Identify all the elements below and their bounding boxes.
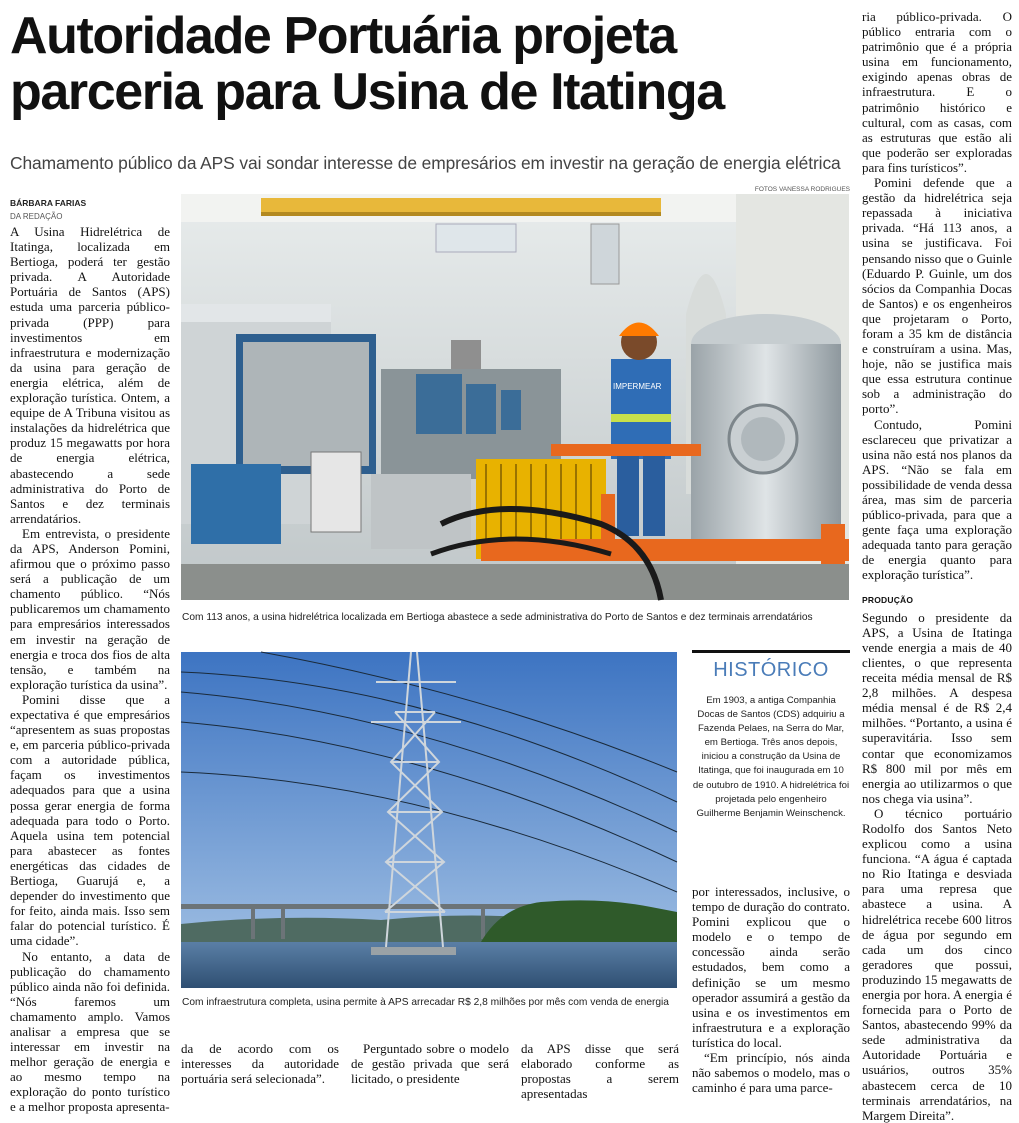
- paragraph: No entanto, a data de publicação do chamamento público ainda não foi definida. “Nós faremos um chamamento amplo. Vamos analisar a empresa que se interessar em investir na melhor geração de energia e ao mesmo tempo na exploração do ponto turístico e a melhor proposta apresenta-: [10, 948, 170, 1115]
- paragraph: por interessados, inclusive, o tempo de duração do contrato. Pomini explicou que o modelo e o tempo de concessão ainda serão estudados, bem como a definição se um mesmo operador assumirá a gestão da usina e os investimentos em infraestrutura e a exploração turística do local.: [692, 884, 850, 1050]
- photo-transmission-tower: [181, 652, 677, 988]
- article-column-left: [10, 224, 170, 1115]
- paragraph: Segundo o presidente da APS, a Usina de Itatinga vende energia a mais de 40 clientes, o que representa receita média mensal de R$ 2,8 milhões. A despesa média mensal é de R$ 2,4 milhões. “Portanto, a usina é superavitária. Isso sem contar que economizamos R$ 800 mil por mês em energia ao utilizarmos o que nos chega via usina”.: [862, 609, 1012, 806]
- headline: [10, 8, 850, 120]
- paragraph: Perguntado sobre o modelo de gestão privada que será licitado, o presidente: [351, 1041, 509, 1087]
- paragraph: A Usina Hidrelétrica de Itatinga, localizada em Bertioga, poderá ter gestão privada. A Autoridade Portuária de Santos (APS) estuda uma parceria público-privada (PPP) para investimentos em infraestrutura e modernização da usina para geração de energia elétrica, além de exploração turística. Ontem, a equipe de A Tribuna visitou as instalações da hidrelétrica que produz 15 megawatts por hora de energia elétrica, abastecendo a sede administrativa do Porto de Santos e dez terminais arrendatários.: [10, 224, 170, 526]
- paragraph: O técnico portuário Rodolfo dos Santos Neto explicou como a usina funciona. “A água é captada no Rio Itatinga e desviada para uma represa que abastece a usina. A hidrelétrica recebe 600 litros de água por segundo em cada um dos cinco geradores que possui, produzindo 15 megawatts de energia por hora. A energia é fornecida para o Porto de Santos, abastecendo 99% da sede administrativa da Autoridade Portuária e usuários, outros 35% abastecem cerca de 10 terminais arrendatários, na Margem Direita”.: [862, 805, 1012, 1123]
- paragraph: “Em princípio, nós ainda não sabemos o modelo, mas o caminho é para uma parce-: [692, 1050, 850, 1096]
- paragraph: Pomini disse que a expectativa é que empresários “apresentem as suas propostas e, em parceria público-privada com a autoridade pública, façam os investimentos adequados para que a usina possa gerar energia de forma adequada para todo o Porto. Aquela usina tem potencial para abastecer as fontes energéticas das cidades de Bertioga, Guarujá e, a depender do investimento que for feito, ainda mais. Isso sem falar do potencial turístico. É uma cidade”.: [10, 691, 170, 949]
- article-column-bottom-3: [521, 1041, 679, 1102]
- worker-uniform-label: IMPERMEAR: [613, 382, 662, 391]
- photo-hydroelectric-plant: [181, 194, 849, 600]
- paragraph: da APS disse que será elaborado conforme as propostas a serem apresentadas: [521, 1041, 679, 1102]
- photo-caption-1: Com 113 anos, a usina hidrelétrica localizada em Bertioga abastece a sede administrativa do Porto de Santos e dez terminais arrendatários: [182, 612, 813, 623]
- section-label-producao: PRODUÇÃO: [862, 594, 914, 605]
- headline-line-1: Autoridade Portuária projeta: [10, 7, 676, 65]
- paragraph: Contudo, Pomini esclareceu que privatizar a usina não está nos planos da APS. “Não se fala em possibilidade de venda dessa área, mas sim de parceria público-privada, para que a gente faça uma exploração adequada tanto para geração de energia quanto para exploração turística”.: [862, 416, 1012, 583]
- subheadline: Chamamento público da APS vai sondar interesse de empresários em investir na geração de energia elétrica: [10, 153, 841, 173]
- article-column-right: [862, 9, 1012, 1123]
- sidebar-title: HISTÓRICO: [713, 659, 829, 681]
- paragraph: Em entrevista, o presidente da APS, Anderson Pomini, afirmou que o próximo passo será a publicação de um chamento público. “Nós publicaremos um chamamento para empresários interessados em investir na geração de energia e troca dos fios de alta tensão, e também na exploração turística da usina”.: [10, 525, 170, 692]
- paragraph: da de acordo com os interesses da autoridade portuária será selecionada”.: [181, 1041, 339, 1087]
- photo-caption-2: Com infraestrutura completa, usina permite à APS arrecadar R$ 2,8 milhões por mês com venda de energia: [182, 997, 669, 1008]
- article-column-bottom-2: [351, 1041, 509, 1089]
- paragraph: Pomini defende que a gestão da hidrelétrica seja repassada à iniciativa privada. “Há 113 anos, a usina se justificava. Foi pensando nisso que o Guinle (Eduardo P. Guinle, um dos sócios da Companhia Docas de Santos) e os engenheiros que projetaram o Porto, foram a 35 km de distância e construíram a usina. Mas, hoje, não se justifica mais que essa estrutura continue sob a administração do porto”.: [862, 175, 1012, 417]
- article-column-bottom-1: [181, 1041, 339, 1089]
- sidebar-text: Em 1903, a antiga Companhia Docas de Santos (CDS) adquiriu a Fazenda Pelaes, na Serra do Mar, em Bertioga. Três anos depois, iniciou a construção da Usina de Itatinga, que foi inaugurada em 10 de outubro de 1910. A hidrelétrica foi projetada pelo engenheiro Guilherme Benjamin Weinschenck.: [692, 695, 850, 819]
- byline-author: BÁRBARA FARIAS: [10, 198, 87, 208]
- tower-illustration: [181, 652, 677, 988]
- sidebar-historico: [692, 650, 850, 860]
- headline-line-2: parceria para Usina de Itatinga: [10, 63, 724, 121]
- photo-credit: FOTOS VANESSA RODRIGUES: [754, 186, 850, 193]
- plant-illustration: [181, 194, 849, 600]
- sidebar-rule: [692, 650, 850, 653]
- byline-role: DA REDAÇÃO: [10, 212, 63, 221]
- article-column-middle: [692, 884, 850, 1096]
- paragraph: ria público-privada. O público entraria com o patrimônio que é a própria usina em funcionamento, exigindo apenas obras de infraestrutura. E o patrimônio histórico e cultural, com as casas, com as estruturas que estão ali que poderão ser exploradas para fins turísticos”.: [862, 9, 1012, 175]
